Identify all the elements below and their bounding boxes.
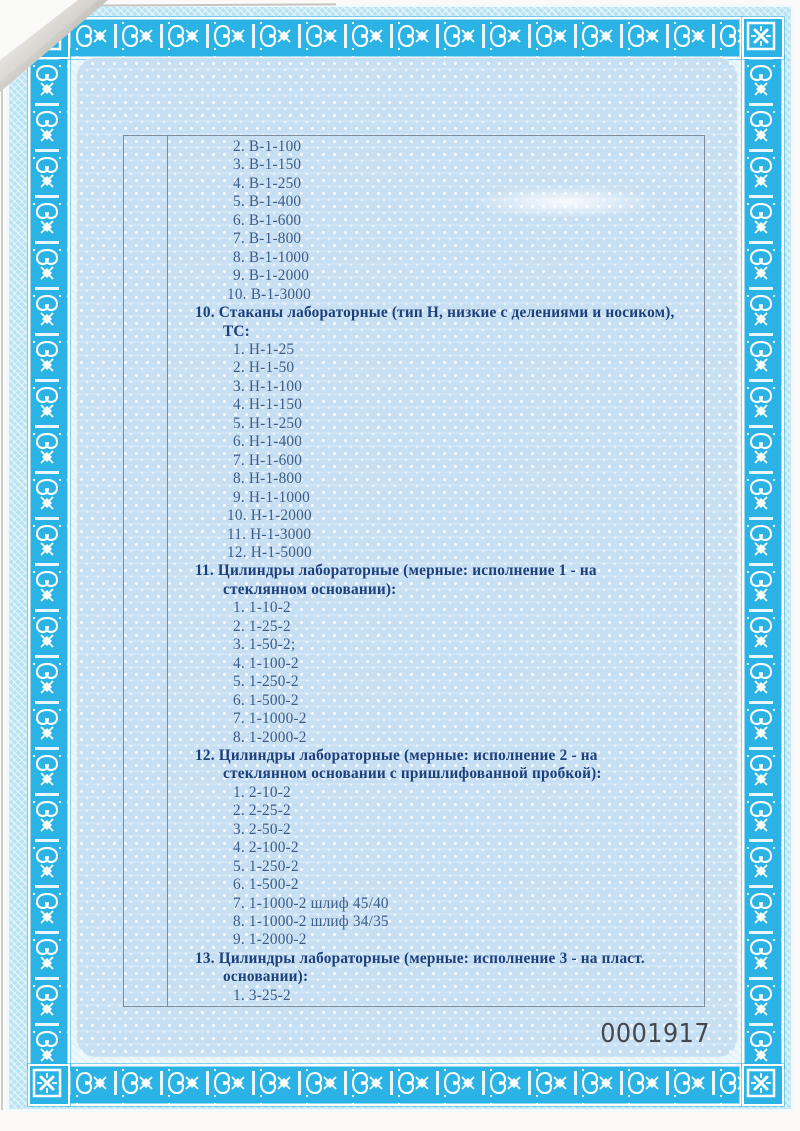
page-edge-shadow-left	[1, 90, 3, 1110]
ornament-band-bottom	[66, 1064, 742, 1106]
list-line: 9. 1-2000-2	[233, 931, 307, 949]
list-line: 1. 3-25-2	[233, 986, 291, 1004]
list-line: стеклянном основании):	[223, 580, 397, 598]
list-line: 6. 1-500-2	[233, 691, 299, 709]
list-line: 1. 2-10-2	[233, 783, 291, 801]
list-line: 7. В-1-800	[233, 230, 302, 248]
list-line: 10. Стаканы лабораторные (тип Н, низкие с делениями и носиком),	[195, 304, 675, 322]
corner-ornament-top-right	[742, 17, 784, 59]
serial-number: 0001917	[600, 1019, 710, 1049]
list-line: 5. В-1-400	[233, 193, 302, 211]
kazakh-ornament-cross-icon	[30, 1066, 68, 1104]
list-line: 10. В-1-3000	[227, 285, 311, 303]
list-line: 8. В-1-1000	[233, 248, 310, 266]
list-line: 12. Цилиндры лабораторные (мерные: исполнение 2 - на	[195, 746, 598, 764]
list-line: 8. 1-1000-2 шлиф 34/35	[233, 913, 389, 931]
list-line: 1. 1-10-2	[233, 599, 291, 617]
list-line: стеклянном основании с пришлифованной пробкой):	[223, 765, 602, 783]
list-line: 5. 1-250-2	[233, 857, 299, 875]
list-line: 3. 2-50-2	[233, 820, 291, 838]
corner-ornament-top-left	[28, 17, 70, 59]
scanned-paper	[6, 4, 794, 1112]
list-line: 4. 1-100-2	[233, 654, 299, 672]
list-line: 9. В-1-2000	[233, 267, 310, 285]
list-lines	[167, 136, 707, 1005]
corner-ornament-bottom-left	[28, 1064, 70, 1106]
list-line: 4. 2-100-2	[233, 839, 299, 857]
list-line: 5. Н-1-250	[233, 414, 303, 432]
list-line: 3. Н-1-100	[233, 377, 303, 395]
kazakh-ornament-cross-icon	[744, 19, 782, 57]
list-line: 12. Н-1-5000	[227, 543, 312, 561]
list-line: 7. 1-1000-2	[233, 710, 307, 728]
list-line: 11. Н-1-3000	[227, 525, 312, 543]
ornament-band-left	[28, 55, 70, 1068]
list-line: 5. 1-250-2	[233, 673, 299, 691]
list-line: 3. 1-50-2;	[233, 636, 296, 654]
ornament-band-right	[742, 55, 784, 1068]
ornament-band-top	[66, 17, 742, 59]
list-line: ТС:	[223, 322, 250, 340]
kazakh-ornament-cross-icon	[30, 19, 68, 57]
list-line: 2. В-1-100	[233, 138, 302, 155]
kazakh-ornament-chain-icon	[68, 1066, 740, 1104]
list-line: 10. Н-1-2000	[227, 507, 312, 525]
kazakh-ornament-chain-icon	[30, 57, 68, 1066]
list-line: 7. Н-1-600	[233, 451, 303, 469]
list-line: 8. Н-1-800	[233, 470, 303, 488]
list-line: 8. 1-2000-2	[233, 728, 307, 746]
list-line: 6. 1-500-2	[233, 876, 299, 894]
kazakh-ornament-chain-icon	[744, 57, 782, 1066]
list-line: 4. Н-1-150	[233, 396, 303, 414]
list-line: 6. В-1-600	[233, 211, 302, 229]
list-line: 9. Н-1-1000	[233, 488, 310, 506]
list-line: 6. Н-1-400	[233, 433, 303, 451]
list-line: 2. Н-1-50	[233, 359, 295, 377]
kazakh-ornament-cross-icon	[744, 1066, 782, 1104]
list-line: 4. В-1-250	[233, 174, 302, 192]
list-line: 11. Цилиндры лабораторные (мерные: исполнение 1 - на	[195, 562, 597, 580]
corner-ornament-bottom-right	[742, 1064, 784, 1106]
list-line: основании):	[223, 968, 309, 986]
list-line: 1. Н-1-25	[233, 340, 295, 358]
list-line: 13. Цилиндры лабораторные (мерные: исполнение 3 - на пласт.	[195, 949, 645, 967]
kazakh-ornament-chain-icon	[68, 19, 740, 57]
list-line: 2. 1-25-2	[233, 617, 291, 635]
list-line: 3. В-1-150	[233, 156, 302, 174]
list-line: 2. 2-25-2	[233, 802, 291, 820]
list-line: 7. 1-1000-2 шлиф 45/40	[233, 894, 389, 912]
